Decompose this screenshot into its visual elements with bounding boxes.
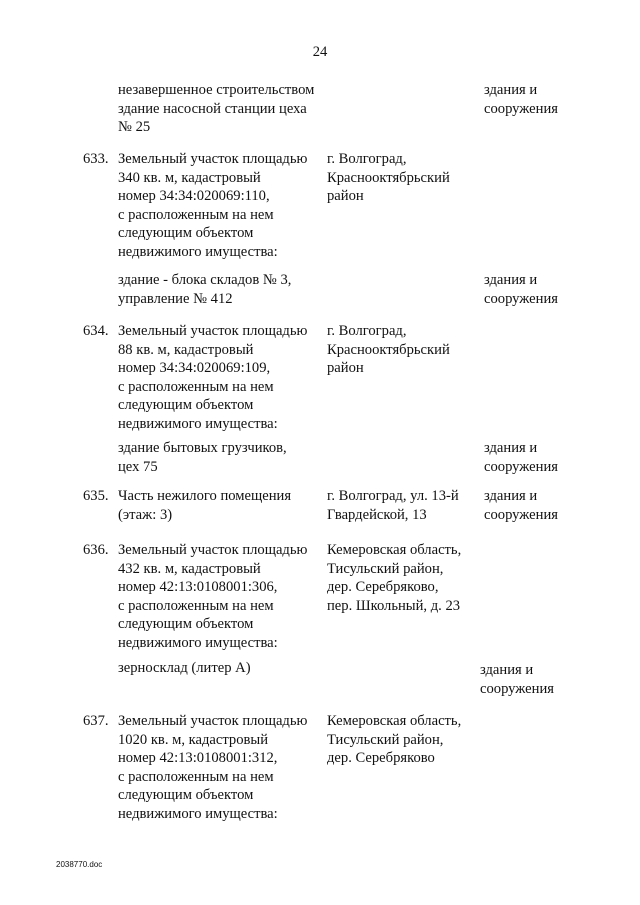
entry-634-description: Земельный участок площадью 88 кв. м, кадастровый номер 34:34:020069:109, с расположенным на нем следующим объектом недвижимого имущества: <box>118 323 308 432</box>
entry-637-number: 637. <box>83 713 109 729</box>
entry-635-address: г. Волгоград, ул. 13-й Гвардейской, 13 <box>327 488 459 523</box>
entry-634-number: 634. <box>83 323 109 339</box>
entry-633-description: Земельный участок площадью 340 кв. м, кадастровый номер 34:34:020069:110, с расположенным на нем следующим объектом недвижимого имущества: <box>118 151 308 260</box>
continued-object-type: здания и сооружения <box>484 82 558 117</box>
entry-634-object-type: здания и сооружения <box>484 440 558 475</box>
entry-636-object-text: зерносклад (литер А) <box>118 660 251 676</box>
entry-633-object-text: здание - блока складов № 3, управление № 412 <box>118 272 292 307</box>
continued-object-text: незавершенное строительством здание насосной станции цеха № 25 <box>118 82 315 136</box>
footer-filename: 2038770.doc <box>56 860 103 869</box>
entry-636-description: Земельный участок площадью 432 кв. м, кадастровый номер 42:13:0108001:306, с расположенным на нем следующим объектом недвижимого имущества: <box>118 542 308 651</box>
entry-635-number: 635. <box>83 488 109 504</box>
page-number: 24 <box>312 44 328 60</box>
entry-634-object-text: здание бытовых грузчиков, цех 75 <box>118 440 287 475</box>
entry-633-object-type: здания и сооружения <box>484 272 558 307</box>
entry-637-description: Земельный участок площадью 1020 кв. м, кадастровый номер 42:13:0108001:312, с расположенным на нем следующим объектом недвижимого имущества: <box>118 713 308 822</box>
entry-633-number: 633. <box>83 151 109 167</box>
entry-634-address: г. Волгоград, Краснооктябрьский район <box>327 323 450 377</box>
entry-636-address: Кемеровская область, Тисульский район, дер. Серебряково, пер. Школьный, д. 23 <box>327 542 462 614</box>
entry-635-type: здания и сооружения <box>484 488 558 523</box>
entry-633-address: г. Волгоград, Краснооктябрьский район <box>327 151 450 205</box>
entry-637-address: Кемеровская область, Тисульский район, дер. Серебряково <box>327 713 462 767</box>
entry-636-object-type: здания и сооружения <box>480 662 554 697</box>
entry-635-description: Часть нежилого помещения (этаж: 3) <box>118 488 292 523</box>
entry-636-number: 636. <box>83 542 109 558</box>
